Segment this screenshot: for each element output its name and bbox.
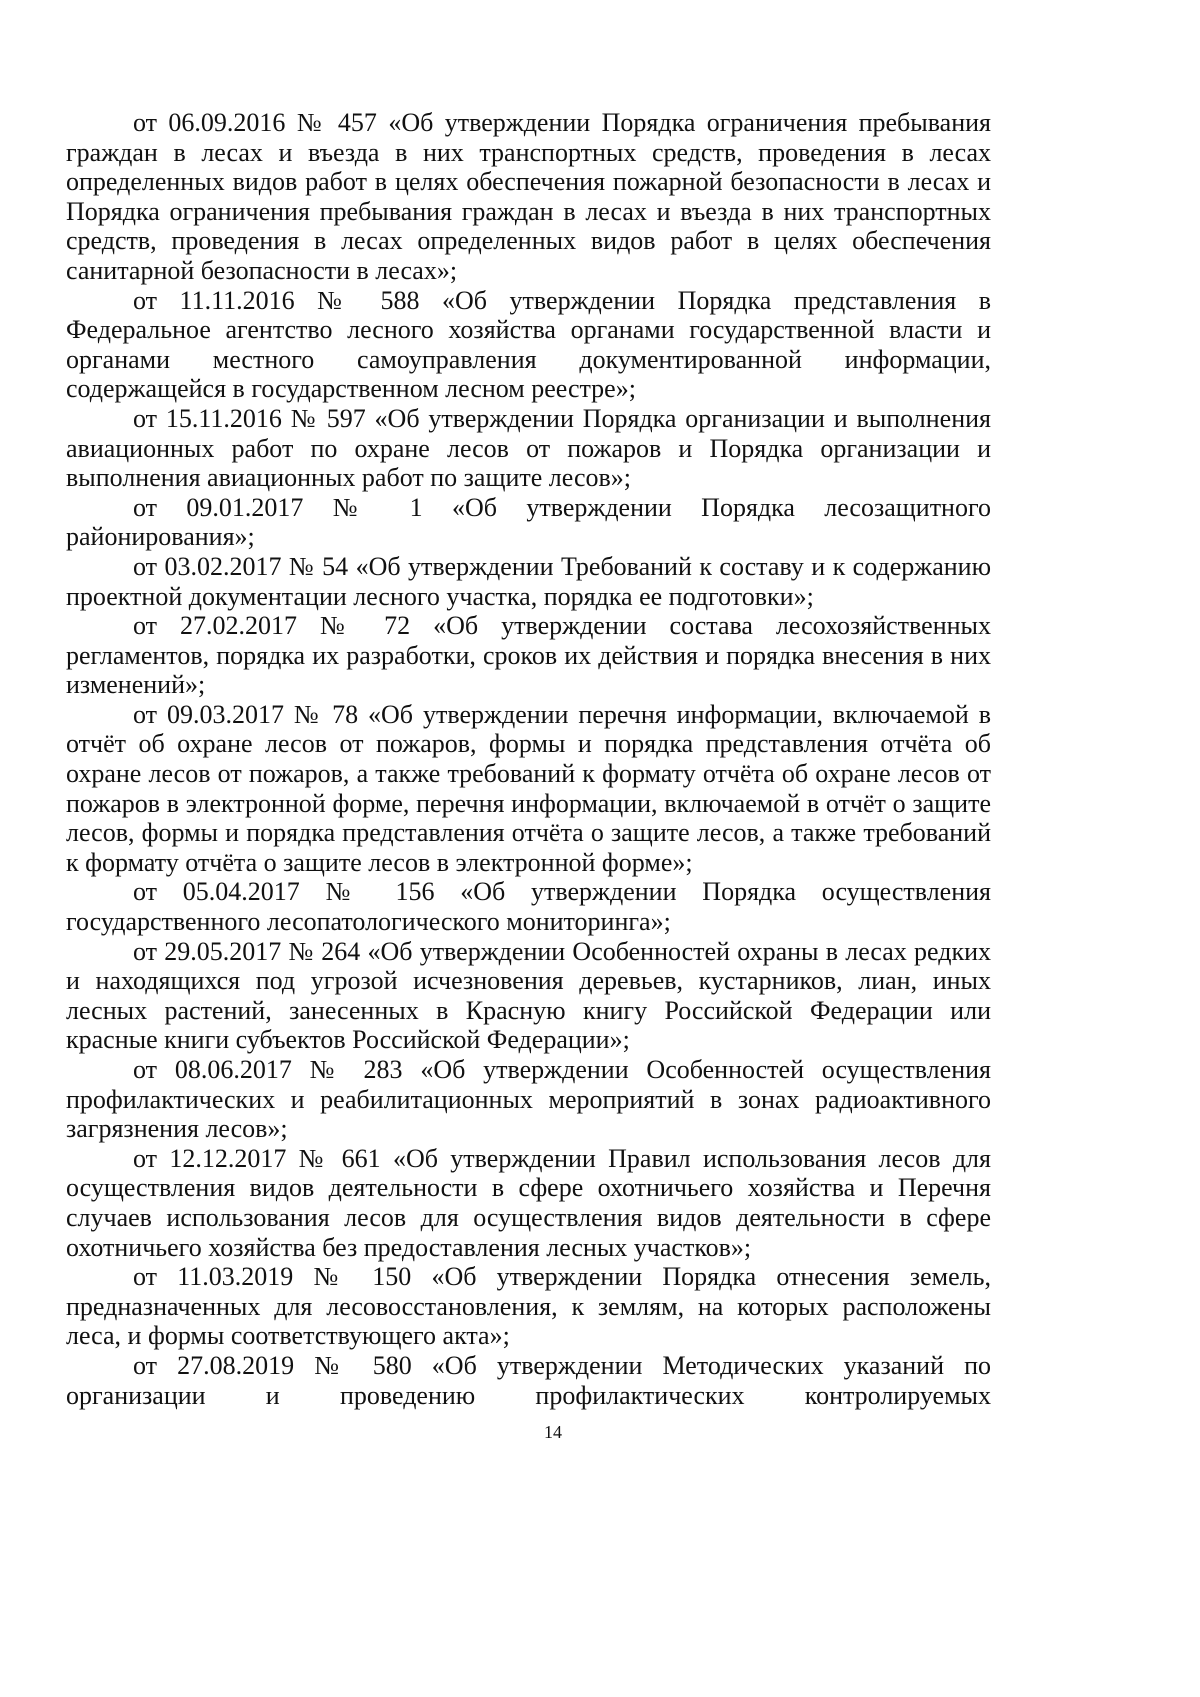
list-item: от 11.11.2016 № 588 «Об утверждении Порядка представления в Федеральное агентство лесного хозяйства органами государственной власти и органами местного самоуправления документированной информации, содержащейся в государственном лесном реестре»; — [66, 285, 991, 404]
list-item: от 09.03.2017 № 78 «Об утверждении перечня информации, включаемой в отчёт об охране лесов от пожаров, формы и порядка представления отчёта об охране лесов от пожаров, а также требований к формату отчёта об охране лесов от пожаров в электронной форме, перечня информации, включаемой в отчёт о защите лесов, формы и порядка представления отчёта о защите лесов, а также требований к формату отчёта о защите лесов в электронной форме»; — [66, 699, 991, 877]
list-item: от 27.02.2017 № 72 «Об утверждении состава лесохозяйственных регламентов, порядка их разработки, сроков их действия и порядка внесения в них изменений»; — [66, 611, 991, 700]
list-item: от 11.03.2019 № 150 «Об утверждении Порядка отнесения земель, предназначенных для лесовосстановления, к землям, на которых расположены леса, и формы соответствующего акта»; — [66, 1262, 991, 1351]
list-item: от 05.04.2017 № 156 «Об утверждении Порядка осуществления государственного лесопатологического мониторинга»; — [66, 877, 991, 937]
list-item: от 09.01.2017 № 1 «Об утверждении Порядка лесозащитного районирования»; — [66, 492, 991, 552]
list-item: от 06.09.2016 № 457 «Об утверждении Порядка ограничения пребывания граждан в лесах и въезда в них транспортных средств, проведения в лесах определенных видов работ в целях обеспечения пожарной безопасности в лесах и Порядка ограничения пребывания граждан в лесах и въезда в них транспортных средств, проведения в лесах определенных видов работ в целях обеспечения санитарной безопасности в лесах»; — [66, 108, 991, 285]
list-item: от 08.06.2017 № 283 «Об утверждении Особенностей осуществления профилактических и реабилитационных мероприятий в зонах радиоактивного загрязнения лесов»; — [66, 1055, 991, 1144]
document-body — [66, 108, 991, 1410]
list-item: от 03.02.2017 № 54 «Об утверждении Требований к составу и к содержанию проектной документации лесного участка, порядка ее подготовки»; — [66, 551, 991, 611]
list-item: от 12.12.2017 № 661 «Об утверждении Правил использования лесов для осуществления видов деятельности в сфере охотничьего хозяйства и Перечня случаев использования лесов для осуществления видов деятельности в сфере охотничьего хозяйства без предоставления лесных участков»; — [66, 1143, 991, 1262]
list-item: от 29.05.2017 № 264 «Об утверждении Особенностей охраны в лесах редких и находящихся под угрозой исчезновения деревьев, кустарников, лиан, иных лесных растений, занесенных в Красную книгу Российской Федерации или красные книги субъектов Российской Федерации»; — [66, 936, 991, 1055]
page-number: 14 — [544, 1422, 562, 1442]
list-item: от 15.11.2016 № 597 «Об утверждении Порядка организации и выполнения авиационных работ по охране лесов от пожаров и Порядка организации и выполнения авиационных работ по защите лесов»; — [66, 403, 991, 493]
list-item: от 27.08.2019 № 580 «Об утверждении Методических указаний по организации и проведению профилактических контролируемых — [66, 1350, 991, 1410]
